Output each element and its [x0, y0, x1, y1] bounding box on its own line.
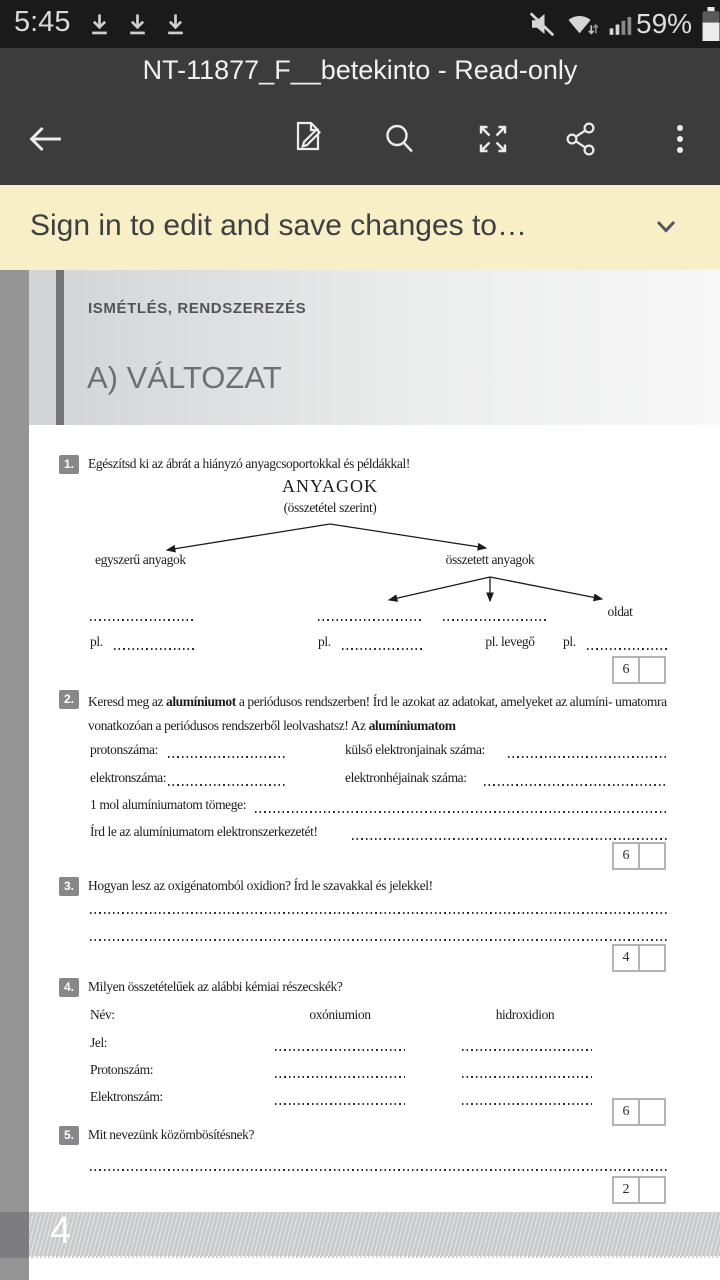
pl-levego-label: pl. levegő — [485, 634, 535, 649]
blank-line — [275, 1049, 405, 1051]
blank-line — [90, 619, 196, 621]
q4-score-value: 6 — [614, 1100, 640, 1124]
blank-line — [168, 756, 285, 758]
pl-label: pl. — [318, 634, 331, 649]
q4-score-box — [612, 1098, 666, 1126]
q5-score-value: 2 — [614, 1178, 640, 1202]
q2-field-shells: elektronhéjainak száma: — [345, 770, 467, 785]
share-button[interactable] — [559, 117, 603, 161]
q2-text-bold: alumíniumot — [165, 694, 236, 709]
pl-label: pl. — [90, 634, 103, 649]
q4-number: 4. — [59, 978, 79, 997]
q2-text-bold: alumíniumatom — [368, 718, 456, 733]
page-header-stripe — [56, 270, 64, 425]
battery-icon — [701, 7, 720, 41]
blank-line — [443, 619, 547, 621]
pdf-page-viewport[interactable] — [0, 270, 720, 1280]
q4-prompt: Milyen összetételűek az alábbi kémiai részecskék? — [88, 979, 343, 994]
q4-row-elektron: Elektronszám: — [90, 1089, 163, 1104]
volume-mute-icon — [527, 9, 557, 39]
blank-line — [484, 784, 667, 786]
q1-prompt: Egészítsd ki az ábrát a hiányzó anyagcsoportokkal és példákkal! — [88, 456, 410, 471]
status-bar — [0, 0, 720, 48]
blank-line — [342, 648, 424, 650]
q2-text: a periódusos rendszerben! Írd le azokat az adatokat, amelyeket az alumíni- — [235, 694, 613, 709]
q5-number: 5. — [59, 1126, 79, 1145]
q1-number: 1. — [59, 455, 79, 474]
q2-text: umatomra vonatkozóan a periódusos rendszerből leolvashatsz! Az — [88, 694, 667, 733]
blank-line — [90, 1169, 667, 1171]
q3-score-box — [612, 944, 666, 972]
edit-button[interactable] — [286, 117, 330, 161]
download-icon — [162, 10, 189, 39]
page-footer-stripe — [29, 1212, 720, 1258]
q2-score-value: 6 — [614, 844, 640, 868]
download-icon — [86, 10, 113, 39]
q3-score-empty — [640, 946, 664, 970]
chevron-down-icon[interactable] — [650, 211, 682, 241]
page-number: 4 — [50, 1210, 72, 1252]
blank-line — [255, 811, 667, 813]
diagram-leaf-oldat: oldat — [607, 604, 633, 619]
battery-percent: 59% — [636, 8, 693, 39]
blank-line — [90, 912, 667, 914]
blank-line — [462, 1076, 592, 1078]
q4-score-empty — [640, 1100, 664, 1124]
q4-col-oxonium: oxóniumion — [309, 1007, 371, 1022]
diagram-root-sub: (összetétel szerint) — [283, 500, 377, 515]
diagram-root: ANYAGOK — [282, 476, 378, 496]
q3-number: 3. — [59, 877, 79, 896]
blank-line — [462, 1049, 592, 1051]
q2-prompt — [88, 690, 673, 738]
overflow-menu-button[interactable] — [658, 117, 702, 161]
pl-label: pl. — [563, 634, 576, 649]
q2-score-empty — [640, 844, 664, 868]
diagram-right-branch: összetett anyagok — [445, 552, 535, 567]
signal-icon — [607, 11, 634, 37]
q2-number: 2. — [59, 690, 79, 709]
q5-score-box — [612, 1176, 666, 1204]
blank-line — [508, 756, 667, 758]
q4-row-jel: Jel: — [90, 1035, 108, 1050]
q2-field-proton: protonszáma: — [90, 742, 158, 757]
q4-row-nev: Név: — [90, 1007, 115, 1022]
page-left-margin — [0, 270, 29, 1280]
q3-score-value: 4 — [614, 946, 640, 970]
blank-line — [352, 838, 667, 840]
q1-score-box — [612, 656, 666, 684]
blank-line — [318, 619, 422, 621]
q2-field-electron: elektronszáma: — [90, 770, 167, 785]
blank-line — [587, 648, 667, 650]
q5-score-empty — [640, 1178, 664, 1202]
wifi-icon — [566, 9, 598, 39]
blank-line — [275, 1103, 405, 1105]
q2-field-mass: 1 mol alumíniumatom tömege: — [90, 797, 247, 812]
signin-banner[interactable] — [0, 185, 720, 270]
q4-row-proton: Protonszám: — [90, 1062, 154, 1077]
signin-banner-message: Sign in to edit and save changes to… — [30, 209, 527, 242]
clock: 5:45 — [14, 6, 71, 38]
blank-line — [462, 1103, 592, 1105]
section-header: ISMÉTLÉS, RENDSZEREZÉS — [88, 300, 307, 317]
q2-score-box — [612, 842, 666, 870]
blank-line — [90, 939, 667, 941]
blank-line — [168, 784, 285, 786]
page-footer-block — [0, 1212, 29, 1258]
variant-title: A) VÁLTOZAT — [87, 360, 282, 395]
download-icon — [124, 10, 151, 39]
q5-prompt: Mit nevezünk közömbösítésnek? — [88, 1127, 255, 1142]
blank-line — [114, 648, 196, 650]
q1-score-empty — [640, 658, 664, 682]
q4-col-hidroxid: hidroxidion — [495, 1007, 555, 1022]
document-title: NT-11877_F__betekinto - Read-only — [142, 55, 578, 85]
q1-score-value: 6 — [614, 658, 640, 682]
page-header-band — [29, 270, 720, 425]
search-button[interactable] — [377, 117, 421, 161]
q2-field-config: Írd le az alumíniumatom elektronszerkezetét! — [90, 824, 318, 839]
blank-line — [275, 1076, 405, 1078]
back-button[interactable] — [23, 117, 67, 161]
q2-field-outer-e: külső elektronjainak száma: — [345, 742, 485, 757]
q2-text: Keresd meg az — [88, 694, 166, 709]
q3-prompt: Hogyan lesz az oxigénatomból oxidion? Írd le szavakkal és jelekkel! — [88, 878, 433, 893]
fullscreen-button[interactable] — [471, 117, 515, 161]
diagram-left-branch: egyszerű anyagok — [95, 552, 186, 567]
app-bar — [0, 48, 720, 185]
